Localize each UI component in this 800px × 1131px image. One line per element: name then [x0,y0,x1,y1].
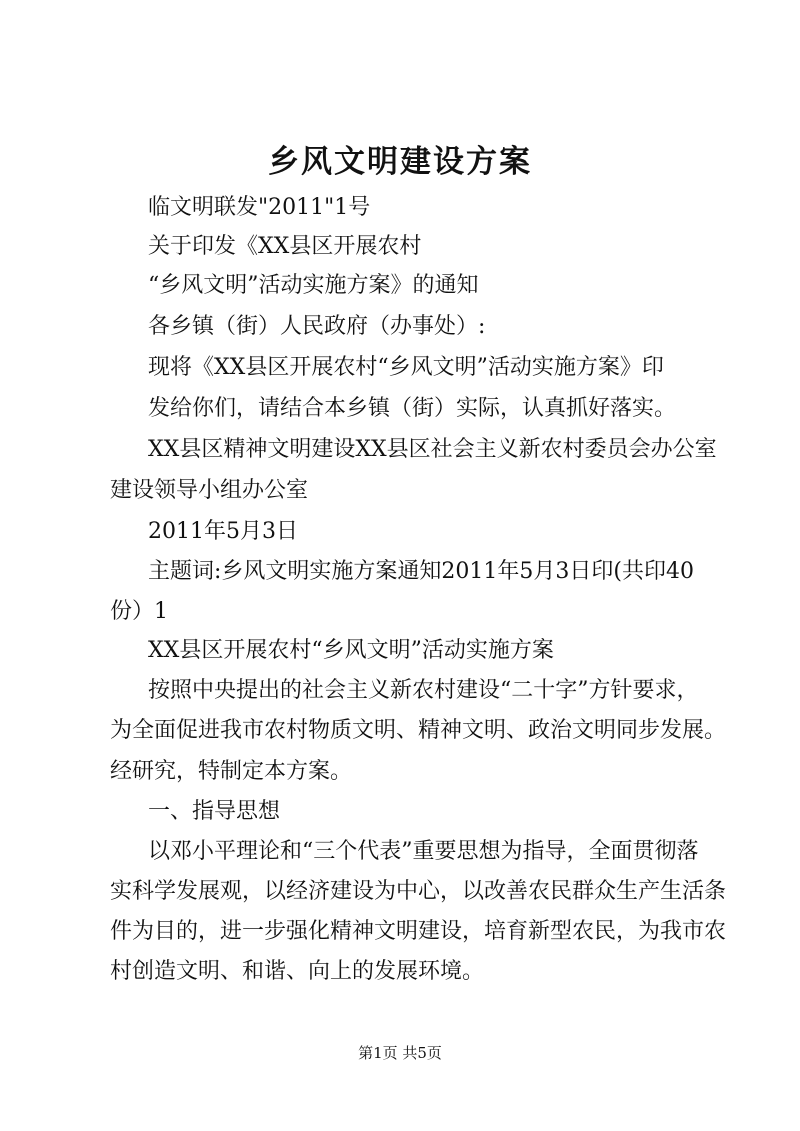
issuer-line-continued: 建设领导小组办公室 [110,478,309,503]
doc-number: 临文明联发"2011"1号 [148,195,371,220]
notice-title-line-2: “乡风文明”活动实施方案》的通知 [148,273,479,298]
issuer-line: XX县区精神文明建设XX县区社会主义新农村委员会办公室 [148,437,717,462]
plan-title-line: XX县区开展农村“乡风文明”活动实施方案 [148,638,554,663]
body-line: 经研究，特制定本方案。 [110,759,353,784]
notice-title-line-1: 关于印发《XX县区开展农村 [148,234,422,259]
body-line: 以邓小平理论和“三个代表”重要思想为指导，全面贯彻落 [148,839,699,864]
page-footer: 第1页 共5页 [358,1044,442,1062]
body-line: 村创造文明、和谐、向上的发展环境。 [110,959,485,984]
body-line: 发给你们，请结合本乡镇（街）实际，认真抓好落实。 [148,396,677,421]
recipients-line: 各乡镇（街）人民政府（办事处）: [148,314,486,339]
body-line: 件为目的，进一步强化精神文明建设，培育新型农民，为我市农 [110,919,727,944]
keywords-line: 主题词:乡风文明实施方案通知2011年5月3日印(共印40 [148,559,694,584]
body-line: 现将《XX县区开展农村“乡风文明”活动实施方案》印 [148,355,664,380]
date-line: 2011年5月3日 [148,519,298,544]
body-line: 实科学发展观，以经济建设为中心，以改善农民群众生产生活条 [110,879,727,904]
keywords-line-continued: 份）1 [110,599,168,624]
section-heading: 一、指导思想 [148,799,281,824]
body-line: 为全面促进我市农村物质文明、精神文明、政治文明同步发展。 [110,718,727,743]
document-title: 乡风文明建设方案 [268,144,532,180]
body-line: 按照中央提出的社会主义新农村建设“二十字”方针要求， [148,678,699,703]
